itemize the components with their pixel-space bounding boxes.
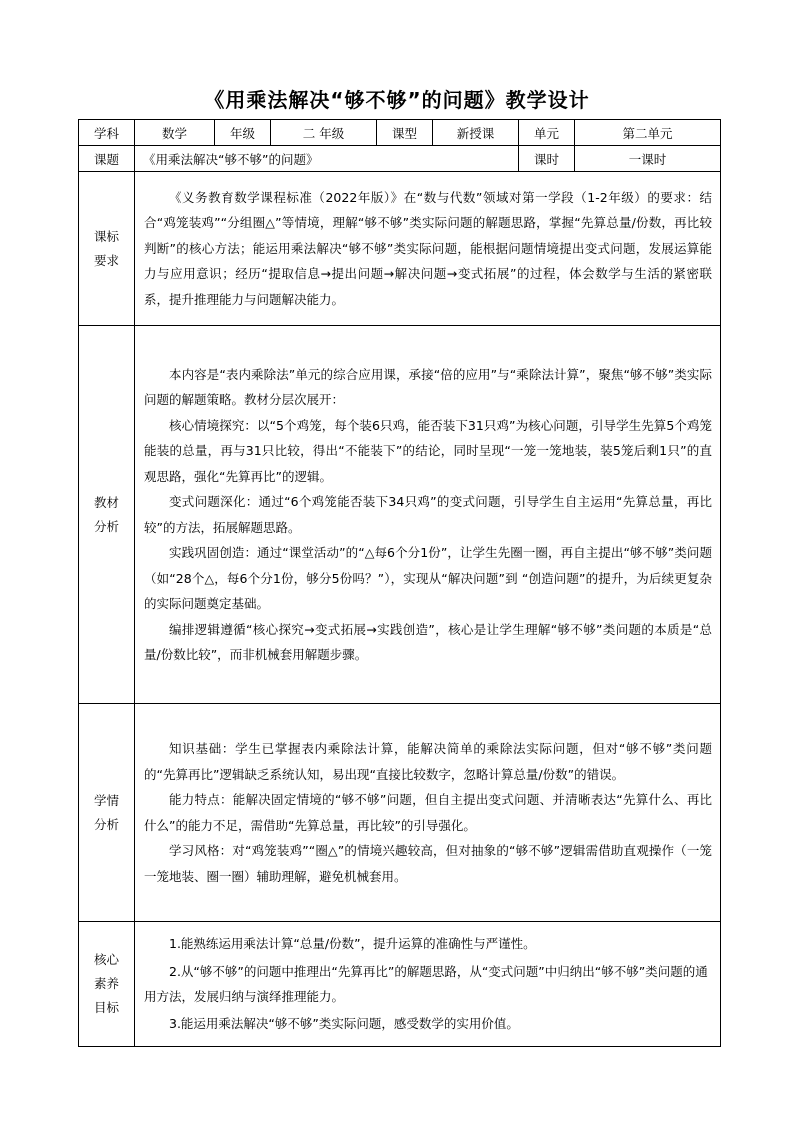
grade-value: 二 年级 — [271, 120, 377, 146]
goals-row — [79, 922, 721, 1047]
material-row — [79, 326, 721, 704]
material-paragraph: 本内容是“表内乘除法”单元的综合应用课，承接“倍的应用”与“乘除法计算”，聚焦“够不够”类实际问题的解题策略。教材分层次展开： — [144, 366, 712, 407]
subject-label: 学科 — [79, 120, 135, 146]
students-label — [79, 704, 135, 922]
goals-item: 3.能运用乘法解决“够不够”类实际问题，感受数学的实用价值。 — [169, 1016, 519, 1031]
lesson-type-label: 课型 — [377, 120, 433, 146]
students-row — [79, 704, 721, 922]
goals-label-text: 核心 素养 目标 — [93, 952, 119, 1015]
standards-paragraph: 《义务教育数学课程标准（2022年版）》在“数与代数”领域对第一学段（1-2年级）的要求：结合“鸡笼装鸡”“分组圈△”等情境，理解“够不够”类实际问题的解题思路，掌握“先算总量/份数，再比较判断”的核心方法；能运用乘法解决“够不够”类实际问题，能根据问题情境提出变式问题，发展运算能力与应用意识；经历“提取信息→提出问题→解决问题→变式拓展”的过程，体会数学与生活的紧密联系，提升推理能力与问题解决能力。 — [144, 189, 712, 307]
hours-label: 课时 — [519, 146, 575, 172]
goals-content — [135, 922, 721, 1047]
students-paragraph: 学习风格：对“鸡笼装鸡”“圈△”的情境兴趣较高，但对抽象的“够不够”逻辑需借助直观操作（一笼一笼地装、圈一圈）辅助理解，避免机械套用。 — [144, 843, 712, 884]
material-content — [135, 326, 721, 704]
unit-label: 单元 — [519, 120, 575, 146]
students-content — [135, 704, 721, 922]
hours-value: 一课时 — [575, 146, 721, 172]
topic-value: 《用乘法解决“够不够”的问题》 — [135, 146, 519, 172]
standards-label — [79, 172, 135, 326]
standards-content — [135, 172, 721, 326]
material-paragraph: 核心情境探究：以“5个鸡笼，每个装6只鸡，能否装下31只鸡”为核心问题，引导学生先算5个鸡笼能装的总量，再与31只比较，得出“不能装下”的结论，同时呈现“一笼一笼地装，装5笼后剩1只”的直观思路，强化“先算再比”的逻辑。 — [144, 417, 712, 484]
header-row — [79, 120, 721, 146]
material-paragraph: 编排逻辑遵循“核心探究→变式拓展→实践创造”，核心是让学生理解“够不够”类问题的本质是“总量/份数比较”，而非机械套用解题步骤。 — [144, 621, 712, 662]
goals-item: 1.能熟练运用乘法计算“总量/份数”，提升运算的准确性与严谨性。 — [169, 936, 536, 951]
material-label-text: 教材 分析 — [93, 494, 119, 534]
material-paragraph: 实践巩固创造：通过“课堂活动”的“△每6个分1份”，让学生先圈一圈，再自主提出“够不够”类问题（如“28个△，每6个分1份，够分5份吗？”），实现从“解决问题”到 “创造问题”的提升，为后续更复杂的实际问题奠定基础。 — [144, 545, 712, 611]
material-paragraph: 变式问题深化：通过“6个鸡笼能否装下34只鸡”的变式问题，引导学生自主运用“先算总量，再比较”的方法，拓展解题思路。 — [144, 494, 712, 535]
unit-value: 第二单元 — [575, 120, 721, 146]
goals-label — [79, 922, 135, 1047]
students-paragraph: 能力特点：能解决固定情境的“够不够”问题，但自主提出变式问题、并清晰表达“先算什么、再比什么”的能力不足，需借助“先算总量，再比较”的引导强化。 — [144, 792, 712, 833]
grade-label: 年级 — [215, 120, 271, 146]
students-label-text: 学情 分析 — [93, 792, 119, 832]
topic-label: 课题 — [79, 146, 135, 172]
goals-item: 2.从“够不够”的问题中推理出“先算再比”的解题思路，从“变式问题”中归纳出“够不够”类问题的通用方法，发展归纳与演绎推理能力。 — [144, 964, 708, 1004]
standards-row — [79, 172, 721, 326]
lesson-plan-table — [78, 119, 721, 1047]
subject-value: 数学 — [135, 120, 215, 146]
students-paragraph: 知识基础：学生已掌握表内乘除法计算，能解决简单的乘除法实际问题，但对“够不够”类问题的“先算再比”逻辑缺乏系统认知，易出现“直接比较数字，忽略计算总量/份数”的错误。 — [144, 741, 712, 782]
standards-label-text: 课标 要求 — [93, 228, 119, 268]
document-title: 《用乘法解决“够不够”的问题》教学设计 — [204, 88, 590, 112]
material-label — [79, 326, 135, 704]
topic-row — [79, 146, 721, 172]
lesson-type-value: 新授课 — [433, 120, 519, 146]
